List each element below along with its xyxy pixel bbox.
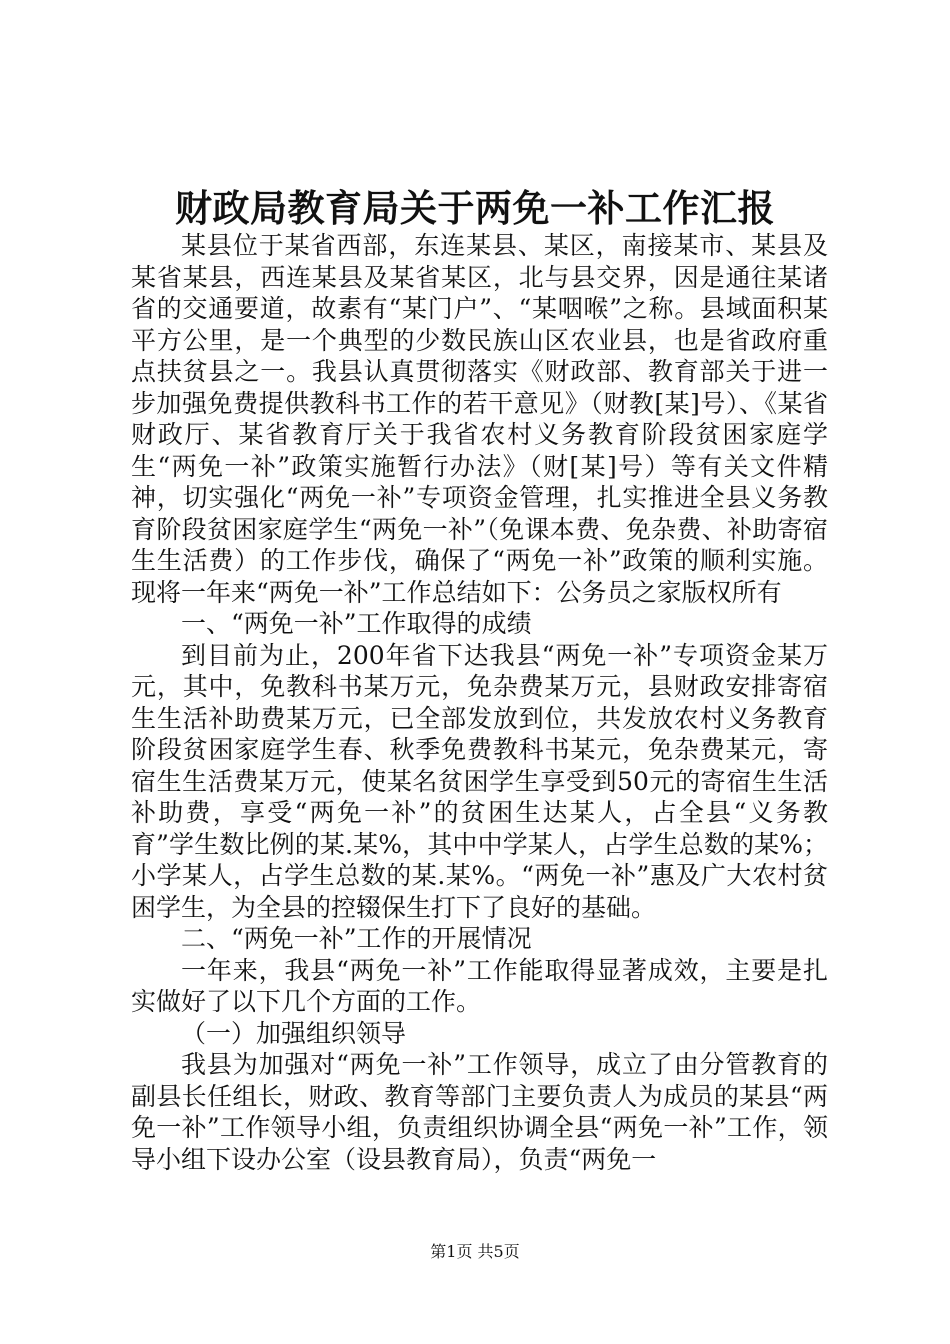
page-footer: 第1页 共5页 bbox=[430, 1242, 520, 1261]
paragraph-intro: 某县位于某省西部，东连某县、某区，南接某市、某县及某省某县，西连某县及某省某区，北与县交界，因是通往某诸省的交通要道，故素有“某门户”、“某咽喉”之称。县域面积某平方公里，是一个典型的少数民族山区农业县，也是省政府重点扶贫县之一。我县认真贯彻落实《财政部、教育部关于进一步加强免费提供教科书工作的若干意见》（财教[某]号）、《某省财政厅、某省教育厅关于我省农村义务教育阶段贫困家庭学生“两免一补”政策实施暂行办法》（财[某]号）等有关文件精神，切实强化“两免一补”专项资金管理，扎实推进全县义务教育阶段贫困家庭学生“两免一补”（免课本费、免杂费、补助寄宿生生活费）的工作步伐，确保了“两免一补”政策的顺利实施。现将一年来“两免一补”工作总结如下：公务员之家版权所有 bbox=[131, 231, 828, 607]
section-heading-achievements: 一、“两免一补”工作取得的成绩 bbox=[181, 609, 532, 638]
subsection-heading-leadership: （一）加强组织领导 bbox=[181, 1018, 407, 1048]
paragraph-achievements: 到目前为止，200年省下达我县“两免一补”专项资金某万元，其中，免教科书某万元，免杂费某万元，县财政安排寄宿生生活补助费某万元，已全部发放到位，共发放农村义务教育阶段贫困家庭学生春、秋季免费教科书某元，免杂费某元，寄宿生生活费某万元，使某名贫困学生享受到50元的寄宿生生活补助费，享受“两免一补”的贫困生达某人，占全县“义务教育”学生数比例的某.某%，其中中学某人，占学生总数的某%；小学某人，占学生总数的某.某%。“两免一补”惠及广大农村贫困学生，为全县的控辍保生打下了良好的基础。 bbox=[131, 640, 828, 922]
document-body bbox=[131, 230, 828, 1175]
paragraph-progress: 一年来，我县“两免一补”工作能取得显著成效，主要是扎实做好了以下几个方面的工作。 bbox=[131, 955, 828, 1016]
page-title: 财政局教育局关于两免一补工作汇报 bbox=[175, 186, 775, 230]
section-heading-progress: 二、“两免一补”工作的开展情况 bbox=[181, 924, 532, 953]
paragraph-leadership: 我县为加强对“两免一补”工作领导，成立了由分管教育的副县长任组长，财政、教育等部门主要负责人为成员的某县“两免一补”工作领导小组，负责组织协调全县“两免一补”工作，领导小组下设办公室（设县教育局），负责“两免一 bbox=[131, 1050, 828, 1174]
